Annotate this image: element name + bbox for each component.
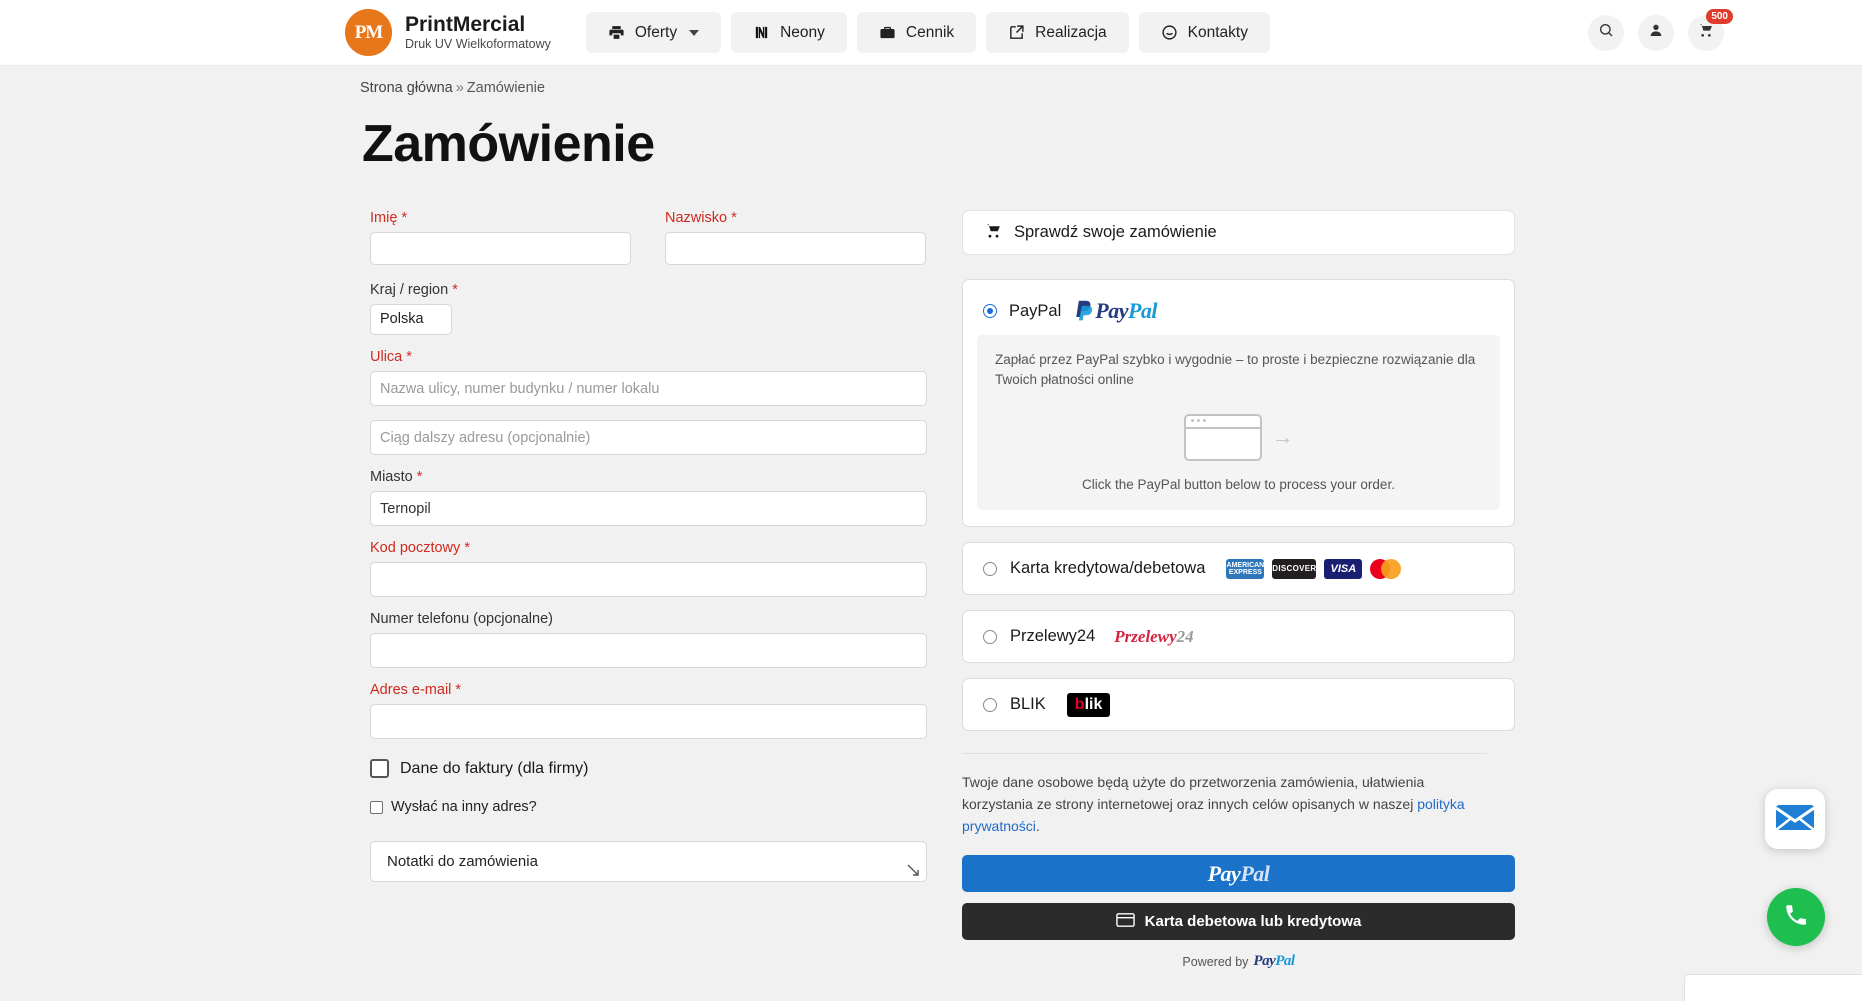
name-row xyxy=(370,210,927,265)
paypal-button-word-2: Pal xyxy=(1240,860,1270,886)
brand-name: PrintMercial xyxy=(405,13,526,37)
cart-icon xyxy=(1698,22,1714,43)
postcode-label: Kod pocztowy * xyxy=(370,540,470,556)
mail-widget-button[interactable] xyxy=(1765,789,1825,849)
phone-field-group xyxy=(370,611,927,668)
breadcrumb-separator: » xyxy=(455,80,464,96)
checkout-columns xyxy=(0,210,1862,970)
powered-paypal-logo: PayPal xyxy=(1253,953,1295,970)
nav-label: Neony xyxy=(780,23,825,41)
paypal-method-body xyxy=(977,335,1500,510)
briefcase-icon xyxy=(879,24,896,41)
phone-label: Numer telefonu (opcjonalne) xyxy=(370,611,553,627)
blik-label: BLIK xyxy=(1010,695,1046,714)
bottom-right-strip xyxy=(1684,974,1862,1001)
page-title: Zamówienie xyxy=(362,115,655,173)
payment-column xyxy=(962,210,1515,970)
printer-icon xyxy=(608,24,625,41)
email-field-group xyxy=(370,682,927,739)
visa-icon: VISA xyxy=(1324,559,1362,579)
paypal-button-logo xyxy=(1208,861,1270,887)
city-field-group xyxy=(370,469,927,526)
privacy-notice xyxy=(962,753,1487,837)
przelewy24-label: Przelewy24 xyxy=(1010,627,1096,646)
nav-label: Oferty xyxy=(634,23,678,41)
cart-icon xyxy=(985,222,1002,244)
search-icon xyxy=(1598,22,1614,43)
first-name-label: Imię * xyxy=(370,210,408,226)
street2-input[interactable] xyxy=(370,420,927,455)
email-label: Adres e-mail * xyxy=(370,682,462,698)
postcode-field-group xyxy=(370,540,927,597)
blik-icon: blik xyxy=(1067,693,1111,717)
ship-other-checkbox[interactable] xyxy=(370,801,383,814)
invoice-checkbox-label: Dane do faktury (dla firmy) xyxy=(400,759,589,777)
chevron-down-icon xyxy=(689,30,699,36)
credit-card-icon xyxy=(1116,913,1135,931)
first-name-field-group xyxy=(370,210,631,265)
breadcrumb xyxy=(360,80,1862,96)
search-button[interactable] xyxy=(1588,15,1624,51)
paypal-word-1: Pay xyxy=(1095,298,1128,323)
main-nav xyxy=(586,12,1270,53)
payment-method-przelewy24[interactable] xyxy=(962,610,1515,663)
last-name-label: Nazwisko * xyxy=(665,210,737,226)
invoice-checkbox-row[interactable] xyxy=(370,759,927,778)
paypal-button-word-1: Pay xyxy=(1207,860,1241,886)
nav-item-neony[interactable] xyxy=(731,12,847,53)
street-field-group xyxy=(370,349,927,406)
paypal-label: PayPal xyxy=(1009,301,1062,320)
site-header xyxy=(0,0,1862,66)
powered-by-paypal xyxy=(962,953,1515,970)
powered-by-text: Powered by xyxy=(1182,954,1249,969)
nav-item-cennik[interactable] xyxy=(857,12,976,53)
payment-method-card[interactable] xyxy=(962,542,1515,595)
city-label: Miasto * xyxy=(370,469,423,485)
paypal-description: Zapłać przez PayPal szybko i wygodnie – to proste i bezpieczne rozwiązanie dla Twoich płatności online xyxy=(995,352,1476,387)
ship-other-checkbox-row[interactable] xyxy=(370,799,927,815)
paypal-logo xyxy=(1073,298,1157,324)
street2-field-group xyxy=(370,420,927,455)
brand-tagline: Druk UV Wielkoformatowy xyxy=(405,37,551,52)
mastercard-icon xyxy=(1370,558,1406,580)
check-order-label: Sprawdź swoje zamówienie xyxy=(1014,223,1217,241)
paypal-word-2: Pal xyxy=(1127,298,1158,323)
privacy-text-2: . xyxy=(1035,817,1040,834)
cart-button[interactable] xyxy=(1688,10,1728,51)
nav-item-kontakty[interactable] xyxy=(1139,12,1270,53)
neon-icon xyxy=(753,24,770,41)
breadcrumb-current: Zamówienie xyxy=(466,80,545,96)
nav-label: Cennik xyxy=(905,23,955,41)
header-actions xyxy=(1588,10,1728,51)
external-link-icon xyxy=(1008,24,1025,41)
check-order-button[interactable] xyxy=(962,210,1515,255)
paypal-note: Click the PayPal button below to process your order. xyxy=(1082,477,1395,493)
brand-logo: PM xyxy=(345,9,392,56)
street-label: Ulica * xyxy=(370,349,412,365)
billing-form xyxy=(370,210,927,970)
country-label: Kraj / region * xyxy=(370,282,458,298)
phone-input[interactable] xyxy=(370,633,927,668)
call-widget-button[interactable] xyxy=(1767,888,1825,946)
card-brand-badges xyxy=(1226,558,1406,580)
browser-window-icon xyxy=(1184,414,1262,461)
city-input[interactable] xyxy=(370,491,927,526)
nav-label: Kontakty xyxy=(1187,23,1248,41)
payment-method-blik[interactable] xyxy=(962,678,1515,731)
invoice-checkbox[interactable] xyxy=(370,759,389,778)
debit-credit-card-label: Karta debetowa lub kredytowa xyxy=(1144,913,1362,931)
phone-icon xyxy=(1783,902,1809,933)
chat-icon xyxy=(1161,24,1178,41)
paypal-checkout-button[interactable] xyxy=(962,855,1515,892)
arrow-right-icon: → xyxy=(1271,424,1294,450)
postcode-input[interactable] xyxy=(370,562,927,597)
debit-credit-card-button[interactable] xyxy=(962,903,1515,940)
card-radio[interactable] xyxy=(983,562,997,576)
last-name-input[interactable] xyxy=(665,232,926,265)
street-input[interactable] xyxy=(370,371,927,406)
cart-badge: 500 xyxy=(1706,9,1733,24)
card-label: Karta kredytowa/debetowa xyxy=(1010,559,1206,578)
mail-icon xyxy=(1775,802,1815,837)
ship-other-checkbox-label: Wysłać na inny adres? xyxy=(391,799,537,815)
first-name-input[interactable] xyxy=(370,232,631,265)
przelewy24-icon: Przelewy24 xyxy=(1114,626,1194,646)
discover-icon: DISCΟVER xyxy=(1272,559,1316,579)
resize-handle-icon[interactable] xyxy=(906,863,920,877)
paypal-illustration xyxy=(995,409,1482,465)
order-notes-textarea[interactable] xyxy=(370,841,927,882)
amex-icon: AMERICAN EXPRESS xyxy=(1226,559,1264,579)
breadcrumb-home[interactable]: Strona główna xyxy=(360,80,453,96)
blik-radio[interactable] xyxy=(983,698,997,712)
order-notes-label: Notatki do zamówienia xyxy=(387,853,538,870)
country-field-group xyxy=(370,282,927,335)
nav-item-realizacja[interactable] xyxy=(986,12,1129,53)
paypal-method-panel[interactable] xyxy=(962,279,1515,527)
privacy-text-1: Twoje dane osobowe będą użyte do przetworzenia zamówienia, ułatwienia korzystania ze strony internetowej oraz innych celów opisanych w naszej xyxy=(962,774,1425,812)
przelewy24-radio[interactable] xyxy=(983,630,997,644)
nav-label: Realizacja xyxy=(1035,23,1107,41)
nav-item-oferty[interactable] xyxy=(586,12,721,53)
privacy-policy-link[interactable]: polityka prywatności xyxy=(962,795,1465,834)
country-select[interactable]: Polska xyxy=(370,304,452,335)
user-icon xyxy=(1648,22,1664,43)
email-input[interactable] xyxy=(370,704,927,739)
last-name-field-group xyxy=(665,210,926,265)
paypal-radio[interactable] xyxy=(983,304,997,318)
page-body xyxy=(0,80,1862,970)
paypal-method-header[interactable] xyxy=(977,294,1500,324)
brand[interactable] xyxy=(345,9,551,56)
account-button[interactable] xyxy=(1638,15,1674,51)
